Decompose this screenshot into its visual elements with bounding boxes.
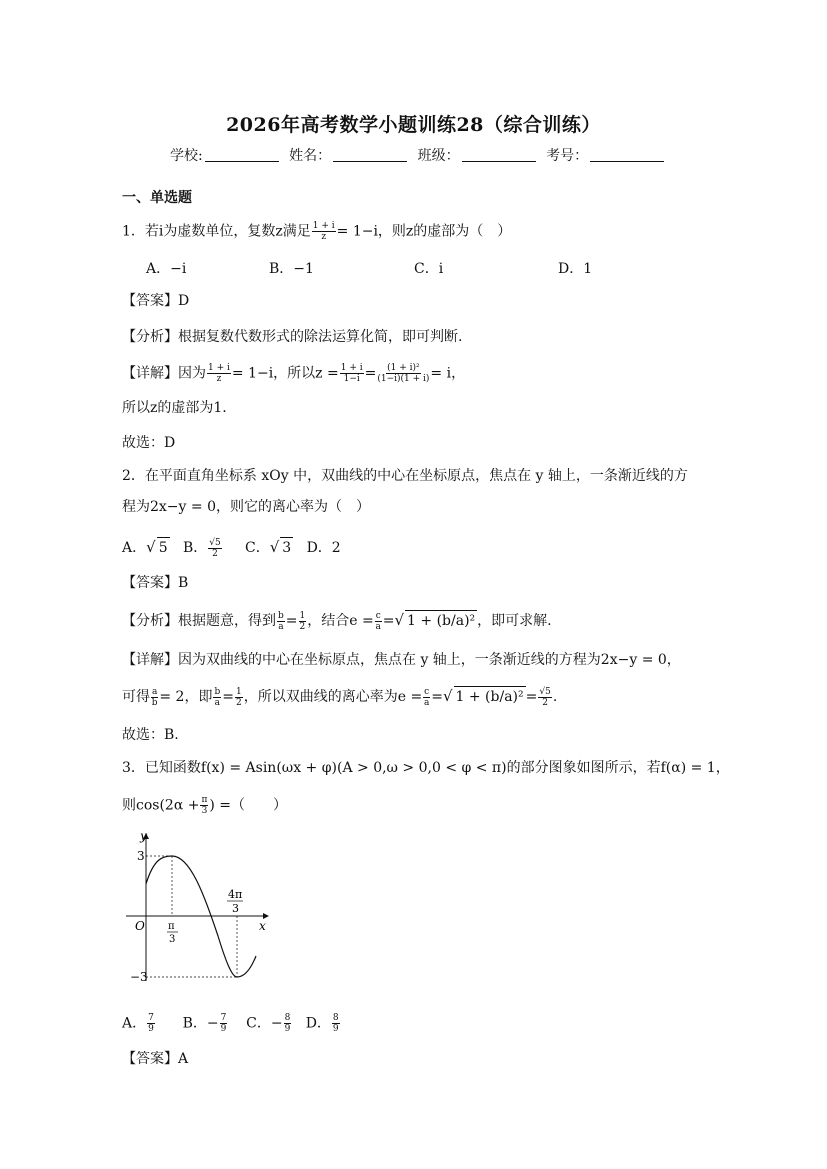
exam-no-blank[interactable] (590, 147, 664, 162)
q1-analysis: 【分析】根据复数代数形式的除法运算化简，即可判断. (122, 329, 463, 345)
school-blank[interactable] (205, 147, 279, 162)
q2-choice: 故选：B. (122, 727, 179, 743)
page-title: 2026年高考数学小题训练28（综合训练） (226, 114, 601, 136)
q1-fraction: $\frac{1 + i}{z}$ (312, 221, 335, 242)
sine-graph (118, 826, 278, 986)
tick2-denominator: 3 (232, 902, 239, 915)
q3-options: A． $\frac{7}{9}$ B．− $\frac{7}{9}$ C．− $\frac{8}{9}$ D． $\frac{8}{9}$ (122, 1013, 339, 1034)
tick1-numerator: π (168, 921, 175, 932)
school-label: 学校: (170, 148, 203, 164)
q1-option-b: B．−1 (269, 261, 314, 277)
exam-no-label: 考号： (546, 148, 589, 164)
q2-options: A．√ 5 B． $\frac{√5}{2}$ C．√ 3 D．2 (122, 537, 341, 559)
student-info-line (170, 145, 670, 165)
q2-detail-line1: 【详解】因为双曲线的中心在坐标原点，焦点在 y 轴上，一条渐近线的方程为2x−y = 0， (122, 652, 681, 668)
min-label: −3 (130, 970, 148, 984)
name-label: 姓名： (289, 148, 332, 164)
class-blank[interactable] (462, 147, 536, 162)
q3-answer: 【答案】A (122, 1051, 189, 1067)
tick2-numerator: 4π (228, 888, 243, 901)
q3-stem-line2: 则cos(2α + $\frac{\pi}{3}$ ) =（ ） (122, 795, 288, 816)
q1-option-a: A．−i (146, 261, 187, 277)
q1-detail: 【详解】因为 $\frac{1 + i}{z}$ = 1−i，所以z = $\frac{1 + i}{1-i}$ = $\frac{\text{(1 + i)²}}{(1-i)(1 + i)}$ = i， (122, 363, 466, 384)
q2-stem-line2: 程为2x−y = 0，则它的离心率为（ ） (122, 499, 370, 515)
q1-answer: 【答案】D (122, 293, 190, 309)
name-blank[interactable] (333, 147, 407, 162)
x-axis-label: x (259, 919, 266, 933)
q2-stem-line1: 2．在平面直角坐标系 xOy 中，双曲线的中心在坐标原点，焦点在 y 轴上，一条渐近线的方 (122, 468, 688, 484)
y-axis-label: y (140, 829, 147, 843)
q2-analysis: 【分析】根据题意，得到 $\frac{b}{a}$ = $\frac{1}{2}$ ，结合e = $\frac{c}{a}$ =√ 1 + (b/a)² ，即可求解. (122, 610, 552, 632)
q1-option-c: C．i (414, 261, 444, 277)
origin-label: O (135, 919, 145, 933)
q3-stem-line1: 3．已知函数f(x) = Asin(ωx + φ)(A > 0,ω > 0,0 < φ < π)的部分图象如图所示，若f(α) = 1， (122, 760, 730, 776)
q2-detail-line2: 可得 $\frac{a}{b}$ = 2，即 $\frac{b}{a}$ = $\frac{1}{2}$ ，所以双曲线的离心率为e = $\frac{c}{a}$ =√ 1 + (b/a)² = $\frac{√5}{2}$ . (122, 686, 558, 708)
class-label: 班级： (417, 148, 460, 164)
q2-answer: 【答案】B (122, 575, 189, 591)
max-label: 3 (137, 849, 145, 863)
tick1-denominator: 3 (169, 934, 176, 945)
q1-stem: 1．若i为虚数单位，复数z满足 $\frac{1 + i}{z}$ = 1−i，则z的虚部为（ ） (122, 221, 512, 242)
q1-conclusion: 所以z的虚部为1. (122, 400, 227, 416)
q1-option-d: D．1 (558, 261, 593, 277)
q1-choice: 故选：D (122, 435, 176, 451)
section-heading: 一、单选题 (122, 190, 192, 206)
